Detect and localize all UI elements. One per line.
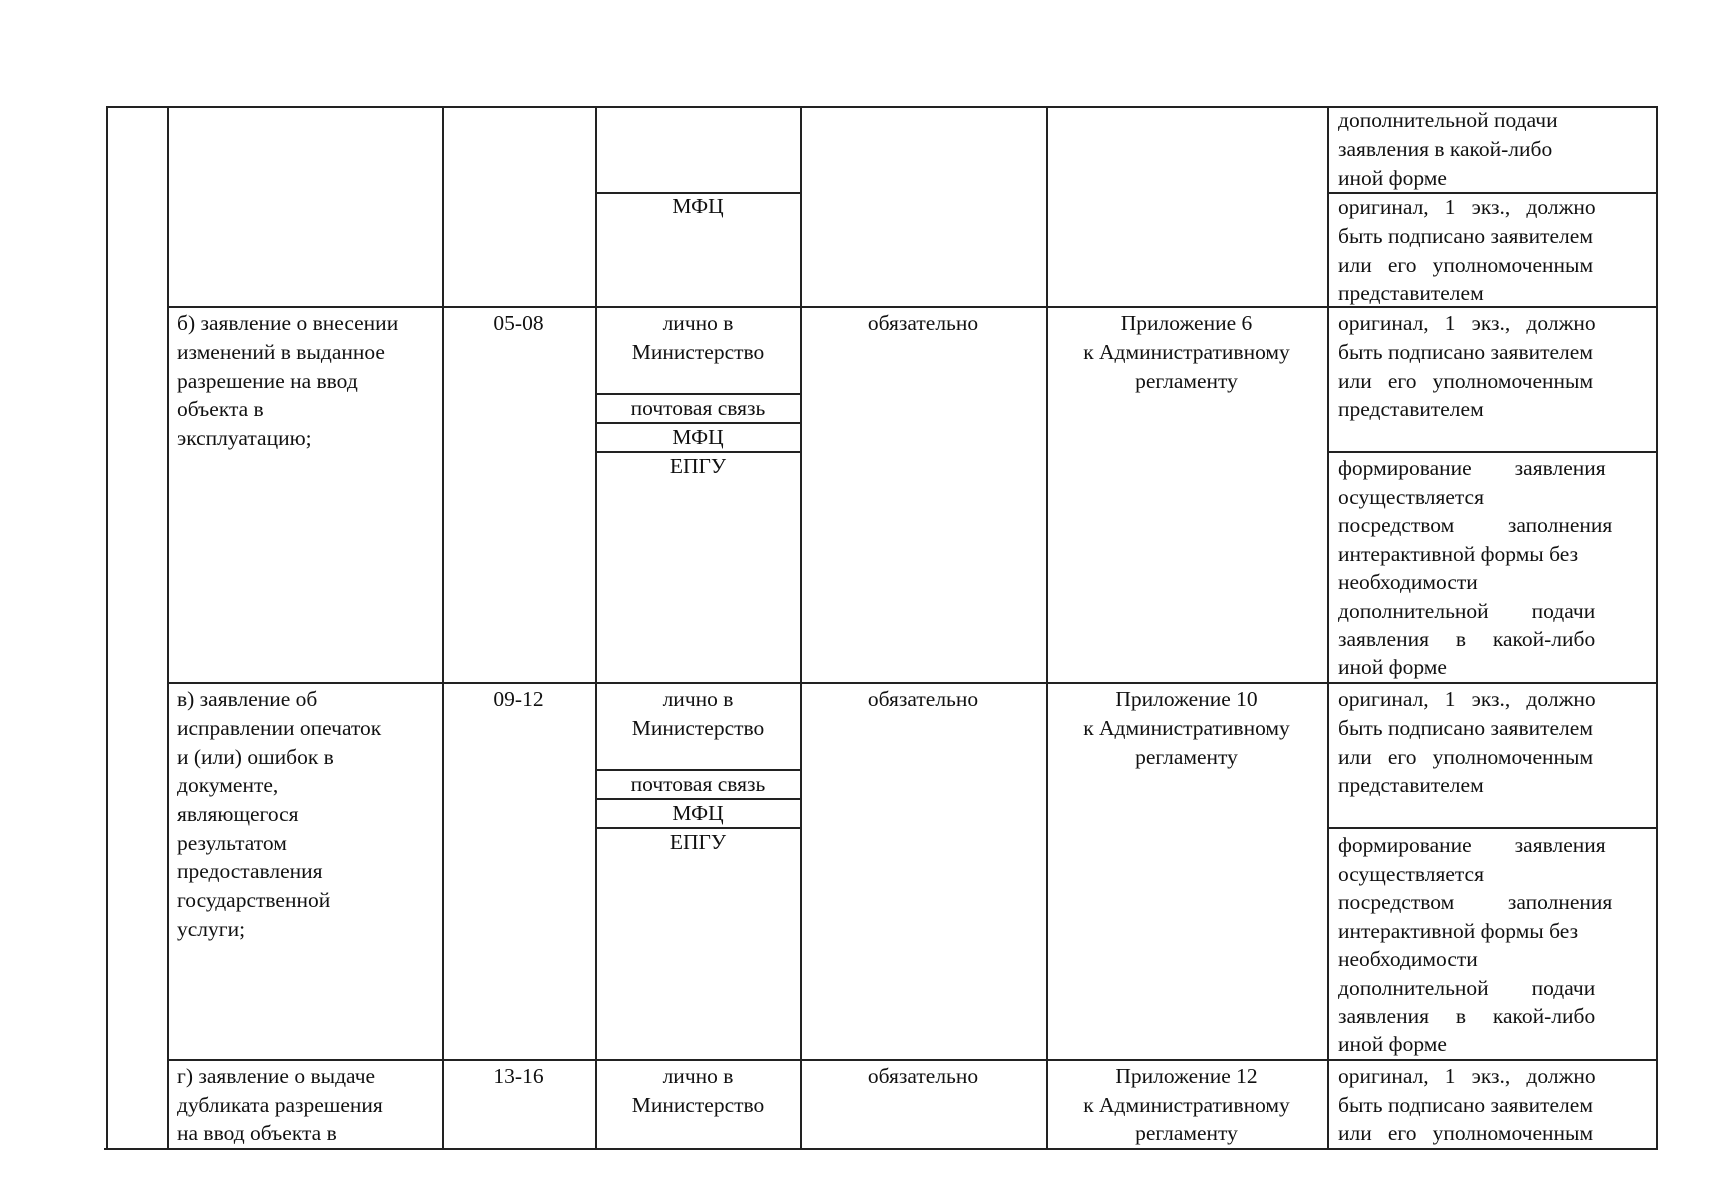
row-v-req2-line-8: иной форме bbox=[1338, 1032, 1447, 1056]
row-v-req2-line-3: посредством заполнения bbox=[1338, 890, 1613, 914]
top-channel-mfc: МФЦ bbox=[672, 194, 724, 218]
row-v-channel-1: лично в bbox=[662, 687, 734, 711]
row-g-appendix-1: Приложение 12 bbox=[1115, 1064, 1258, 1088]
row-b-req2-line-6: дополнительной подачи bbox=[1338, 599, 1596, 623]
row-b-channel-1: лично в bbox=[662, 311, 734, 335]
top-orig-line-4: представителем bbox=[1338, 281, 1484, 305]
row-divider-v bbox=[167, 682, 1658, 684]
table-border-left bbox=[106, 106, 108, 1149]
top-orig-line-3: или его уполномоченным bbox=[1338, 253, 1594, 277]
row-v-channel-post: почтовая связь bbox=[630, 772, 766, 796]
row-b-req2-line-1: формирование заявления bbox=[1338, 456, 1606, 480]
row-v-req1-line-1: оригинал, 1 экз., должно bbox=[1338, 687, 1596, 711]
row-b-req1-line-3: или его уполномоченным bbox=[1338, 369, 1594, 393]
row-v-appendix-1: Приложение 10 bbox=[1115, 687, 1258, 711]
row-b-channel-1b: Министерство bbox=[631, 340, 765, 364]
top-orig-line-1: оригинал, 1 экз., должно bbox=[1338, 195, 1596, 219]
row-b-required: обязательно bbox=[867, 311, 979, 335]
row-v-name-line-2: исправлении опечаток bbox=[177, 716, 382, 740]
row-b-channel-post: почтовая связь bbox=[630, 396, 766, 420]
row-v-req2-line-6: дополнительной подачи bbox=[1338, 976, 1596, 1000]
row-v-req2-line-7: заявления в какой-либо bbox=[1338, 1004, 1596, 1028]
row-v-name-line-6: результатом bbox=[177, 831, 287, 855]
row-b-name-line-3: разрешение на ввод bbox=[177, 369, 358, 393]
top-orig-line-2: быть подписано заявителем bbox=[1338, 224, 1593, 248]
col-divider-2 bbox=[442, 106, 444, 1149]
row-v-req1-line-3: или его уполномоченным bbox=[1338, 745, 1594, 769]
row-divider-g bbox=[167, 1059, 1658, 1061]
row-v-code: 09-12 bbox=[493, 687, 544, 711]
col-divider-3 bbox=[595, 106, 597, 1149]
row-v-channel-epgu: ЕПГУ bbox=[669, 830, 727, 854]
row-b-channel-epgu: ЕПГУ bbox=[669, 454, 727, 478]
top-req-line-3: иной форме bbox=[1338, 166, 1447, 190]
row-g-name-line-2: дубликата разрешения bbox=[177, 1093, 383, 1117]
row-b-code: 05-08 bbox=[493, 311, 544, 335]
row-b-req1-line-2: быть подписано заявителем bbox=[1338, 340, 1593, 364]
row-b-channel-mfc: МФЦ bbox=[672, 425, 724, 449]
col-divider-4 bbox=[800, 106, 802, 1149]
row-b-name-line-1: б) заявление о внесении bbox=[177, 311, 399, 335]
row-v-req2-line-1: формирование заявления bbox=[1338, 833, 1606, 857]
row-g-req1-line-2: быть подписано заявителем bbox=[1338, 1093, 1593, 1117]
row-v-appendix-3: регламенту bbox=[1135, 745, 1238, 769]
row-v-name-line-7: предоставления bbox=[177, 859, 323, 883]
row-g-channel-1b: Министерство bbox=[631, 1093, 765, 1117]
row-b-req2-line-3: посредством заполнения bbox=[1338, 513, 1613, 537]
row-g-required: обязательно bbox=[867, 1064, 979, 1088]
row-b-appendix-3: регламенту bbox=[1135, 369, 1238, 393]
row-b-req2-line-8: иной форме bbox=[1338, 655, 1447, 679]
row-b-req2-line-7: заявления в какой-либо bbox=[1338, 627, 1596, 651]
row-b-appendix-1: Приложение 6 bbox=[1120, 311, 1253, 335]
row-b-appendix-2: к Административному bbox=[1083, 340, 1290, 364]
row-v-req2-line-5: необходимости bbox=[1338, 947, 1478, 971]
row-g-appendix-2: к Административному bbox=[1083, 1093, 1290, 1117]
row-g-appendix-3: регламенту bbox=[1135, 1121, 1238, 1145]
row-b-req1-line-1: оригинал, 1 экз., должно bbox=[1338, 311, 1596, 335]
row-g-name-line-1: г) заявление о выдаче bbox=[177, 1064, 376, 1088]
row-b-req2-line-2: осуществляется bbox=[1338, 485, 1484, 509]
col-divider-6 bbox=[1327, 106, 1329, 1149]
table-border-bottom bbox=[104, 1148, 1658, 1150]
row-g-req1-line-3: или его уполномоченным bbox=[1338, 1121, 1594, 1145]
table-border-right bbox=[1656, 106, 1658, 1149]
row-v-name-line-9: услуги; bbox=[177, 917, 246, 941]
row-g-code: 13-16 bbox=[493, 1064, 544, 1088]
row-v-channel-mfc: МФЦ bbox=[672, 801, 724, 825]
row-b-req2-line-4: интерактивной формы без bbox=[1338, 542, 1579, 566]
top-req-line-1: дополнительной подачи bbox=[1338, 108, 1558, 132]
top-req-line-2: заявления в какой-либо bbox=[1338, 137, 1553, 161]
row-v-req2-line-2: осуществляется bbox=[1338, 862, 1484, 886]
row-b-name-line-4: объекта в bbox=[177, 397, 264, 421]
row-v-required: обязательно bbox=[867, 687, 979, 711]
row-g-name-line-3: на ввод объекта в bbox=[177, 1121, 337, 1145]
row-v-name-line-8: государственной bbox=[177, 888, 331, 912]
row-v-req1-line-4: представителем bbox=[1338, 773, 1484, 797]
row-g-req1-line-1: оригинал, 1 экз., должно bbox=[1338, 1064, 1596, 1088]
row-v-req1-line-2: быть подписано заявителем bbox=[1338, 716, 1593, 740]
row-v-appendix-2: к Административному bbox=[1083, 716, 1290, 740]
row-v-name-line-3: и (или) ошибок в bbox=[177, 745, 334, 769]
row-v-req2-line-4: интерактивной формы без bbox=[1338, 919, 1579, 943]
row-b-req2-line-5: необходимости bbox=[1338, 570, 1478, 594]
row-b-name-line-5: эксплуатацию; bbox=[177, 426, 312, 450]
row-v-req-divider bbox=[1327, 827, 1658, 829]
col-divider-1 bbox=[167, 106, 169, 1149]
row-v-channel-1b: Министерство bbox=[631, 716, 765, 740]
row-g-channel-1: лично в bbox=[662, 1064, 734, 1088]
row-v-name-line-1: в) заявление об bbox=[177, 687, 318, 711]
row-v-name-line-5: являющегося bbox=[177, 802, 299, 826]
col-divider-5 bbox=[1046, 106, 1048, 1149]
row-b-name-line-2: изменений в выданное bbox=[177, 340, 385, 364]
row-b-req-divider bbox=[1327, 451, 1658, 453]
row-v-name-line-4: документе, bbox=[177, 773, 279, 797]
row-b-req1-line-4: представителем bbox=[1338, 397, 1484, 421]
